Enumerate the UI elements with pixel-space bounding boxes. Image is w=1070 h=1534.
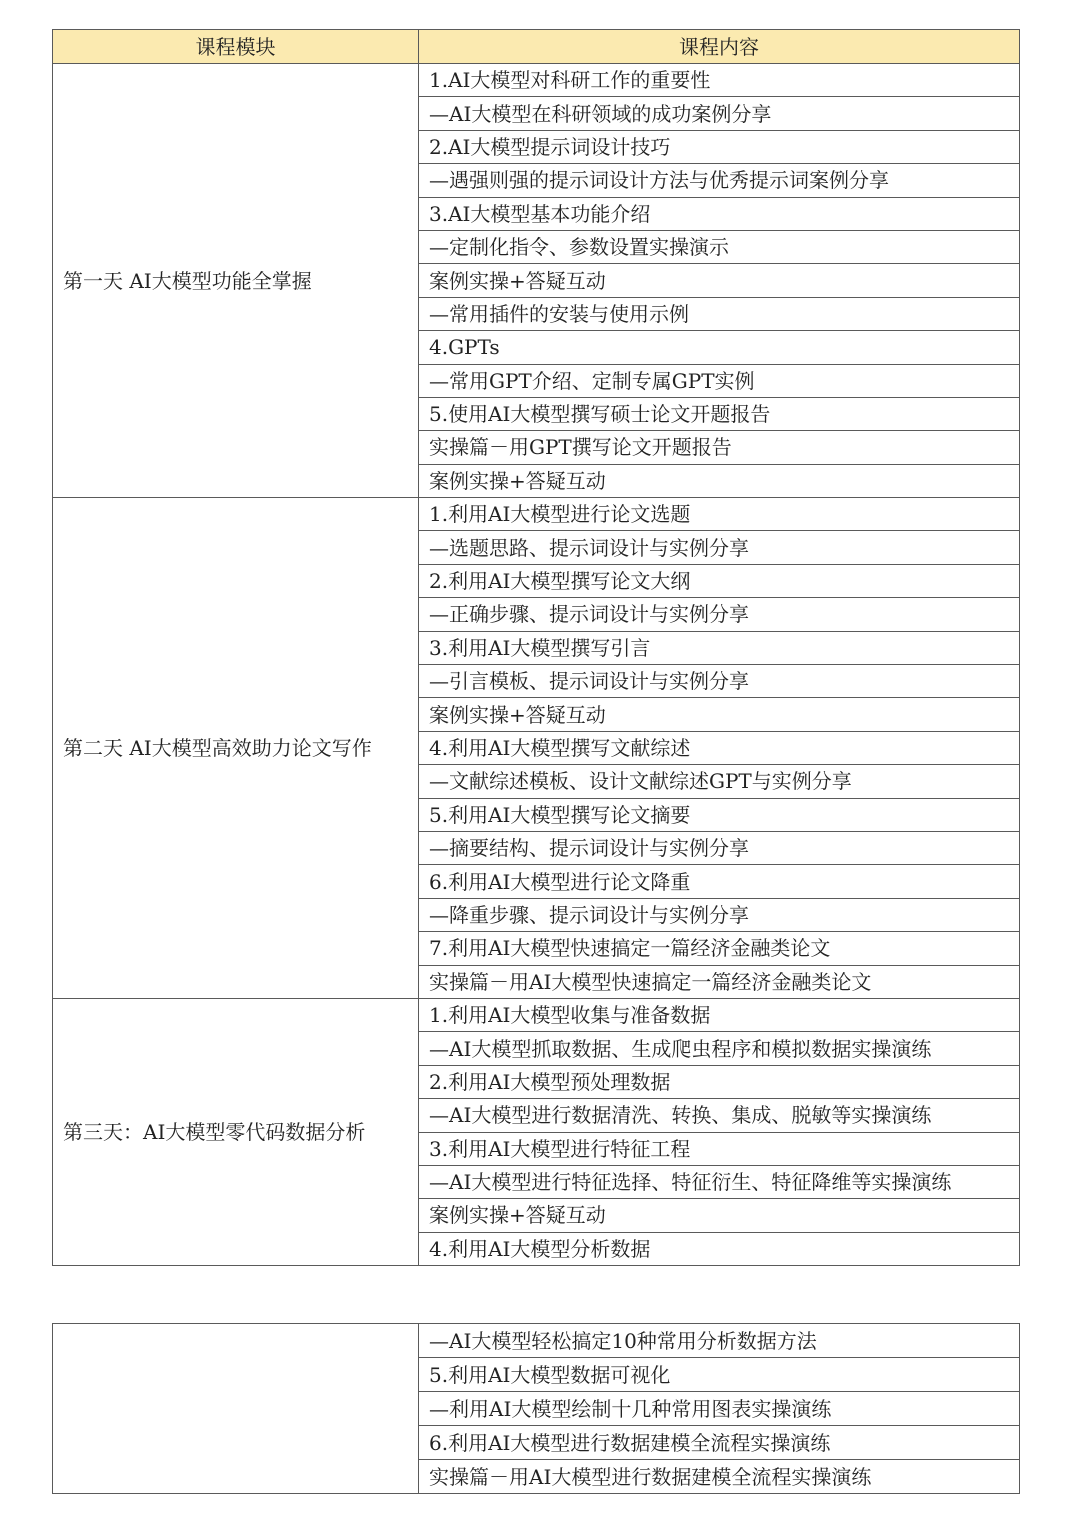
content-item: 4.GPTs	[419, 331, 1020, 364]
content-item: 实操篇－用AI大模型快速搞定一篇经济金融类论文	[419, 965, 1020, 998]
content-item: 1.利用AI大模型进行论文选题	[419, 498, 1020, 531]
table-row	[53, 1324, 1020, 1358]
content-item: —正确步骤、提示词设计与实例分享	[419, 598, 1020, 631]
table-row	[53, 498, 1020, 531]
content-item: —AI大模型在科研领域的成功案例分享	[419, 97, 1020, 130]
header-module: 课程模块	[53, 30, 419, 64]
content-item: 5.使用AI大模型撰写硕士论文开题报告	[419, 397, 1020, 430]
content-item: 6.利用AI大模型进行数据建模全流程实操演练	[419, 1426, 1020, 1460]
table-row	[53, 998, 1020, 1031]
content-item: —AI大模型轻松搞定10种常用分析数据方法	[419, 1324, 1020, 1358]
content-item: 3.利用AI大模型进行特征工程	[419, 1132, 1020, 1165]
content-item: 2.利用AI大模型预处理数据	[419, 1065, 1020, 1098]
continued-body	[53, 1324, 1020, 1494]
content-item: 7.利用AI大模型快速搞定一篇经济金融类论文	[419, 932, 1020, 965]
content-item: 案例实操+答疑互动	[419, 698, 1020, 731]
content-item: —AI大模型进行特征选择、特征衍生、特征降维等实操演练	[419, 1165, 1020, 1198]
header-content: 课程内容	[419, 30, 1020, 64]
content-item: 3.利用AI大模型撰写引言	[419, 631, 1020, 664]
content-item: —常用GPT介绍、定制专属GPT实例	[419, 364, 1020, 397]
content-item: 1.利用AI大模型收集与准备数据	[419, 998, 1020, 1031]
content-item: —摘要结构、提示词设计与实例分享	[419, 831, 1020, 864]
content-item: 2.利用AI大模型撰写论文大纲	[419, 564, 1020, 597]
course-table	[52, 29, 1020, 1266]
content-item: 6.利用AI大模型进行论文降重	[419, 865, 1020, 898]
content-item: 案例实操+答疑互动	[419, 264, 1020, 297]
content-item: 实操篇－用GPT撰写论文开题报告	[419, 431, 1020, 464]
course-body	[53, 64, 1020, 1266]
module-cell-continued	[53, 1324, 419, 1494]
header-row	[53, 30, 1020, 64]
table-row	[53, 64, 1020, 97]
content-item: —定制化指令、参数设置实操演示	[419, 230, 1020, 263]
content-item: 5.利用AI大模型撰写论文摘要	[419, 798, 1020, 831]
content-item: 4.利用AI大模型分析数据	[419, 1232, 1020, 1265]
content-item: —引言模板、提示词设计与实例分享	[419, 665, 1020, 698]
content-item: —常用插件的安装与使用示例	[419, 297, 1020, 330]
content-item: 案例实操+答疑互动	[419, 1199, 1020, 1232]
content-item: 案例实操+答疑互动	[419, 464, 1020, 497]
content-item: —降重步骤、提示词设计与实例分享	[419, 898, 1020, 931]
content-item: 2.AI大模型提示词设计技巧	[419, 130, 1020, 163]
content-item: 4.利用AI大模型撰写文献综述	[419, 731, 1020, 764]
content-item: —遇强则强的提示词设计方法与优秀提示词案例分享	[419, 164, 1020, 197]
content-item: —选题思路、提示词设计与实例分享	[419, 531, 1020, 564]
course-table-continued	[52, 1323, 1020, 1494]
module-cell-day-1: 第一天 AI大模型功能全掌握	[53, 64, 419, 498]
module-cell-day-2: 第二天 AI大模型高效助力论文写作	[53, 498, 419, 999]
module-cell-day-3: 第三天：AI大模型零代码数据分析	[53, 998, 419, 1265]
content-item: —利用AI大模型绘制十几种常用图表实操演练	[419, 1392, 1020, 1426]
content-item: 3.AI大模型基本功能介绍	[419, 197, 1020, 230]
content-item: —AI大模型抓取数据、生成爬虫程序和模拟数据实操演练	[419, 1032, 1020, 1065]
content-item: 1.AI大模型对科研工作的重要性	[419, 64, 1020, 97]
content-item: —AI大模型进行数据清洗、转换、集成、脱敏等实操演练	[419, 1099, 1020, 1132]
content-item: 实操篇－用AI大模型进行数据建模全流程实操演练	[419, 1460, 1020, 1494]
content-item: —文献综述模板、设计文献综述GPT与实例分享	[419, 765, 1020, 798]
content-item: 5.利用AI大模型数据可视化	[419, 1358, 1020, 1392]
